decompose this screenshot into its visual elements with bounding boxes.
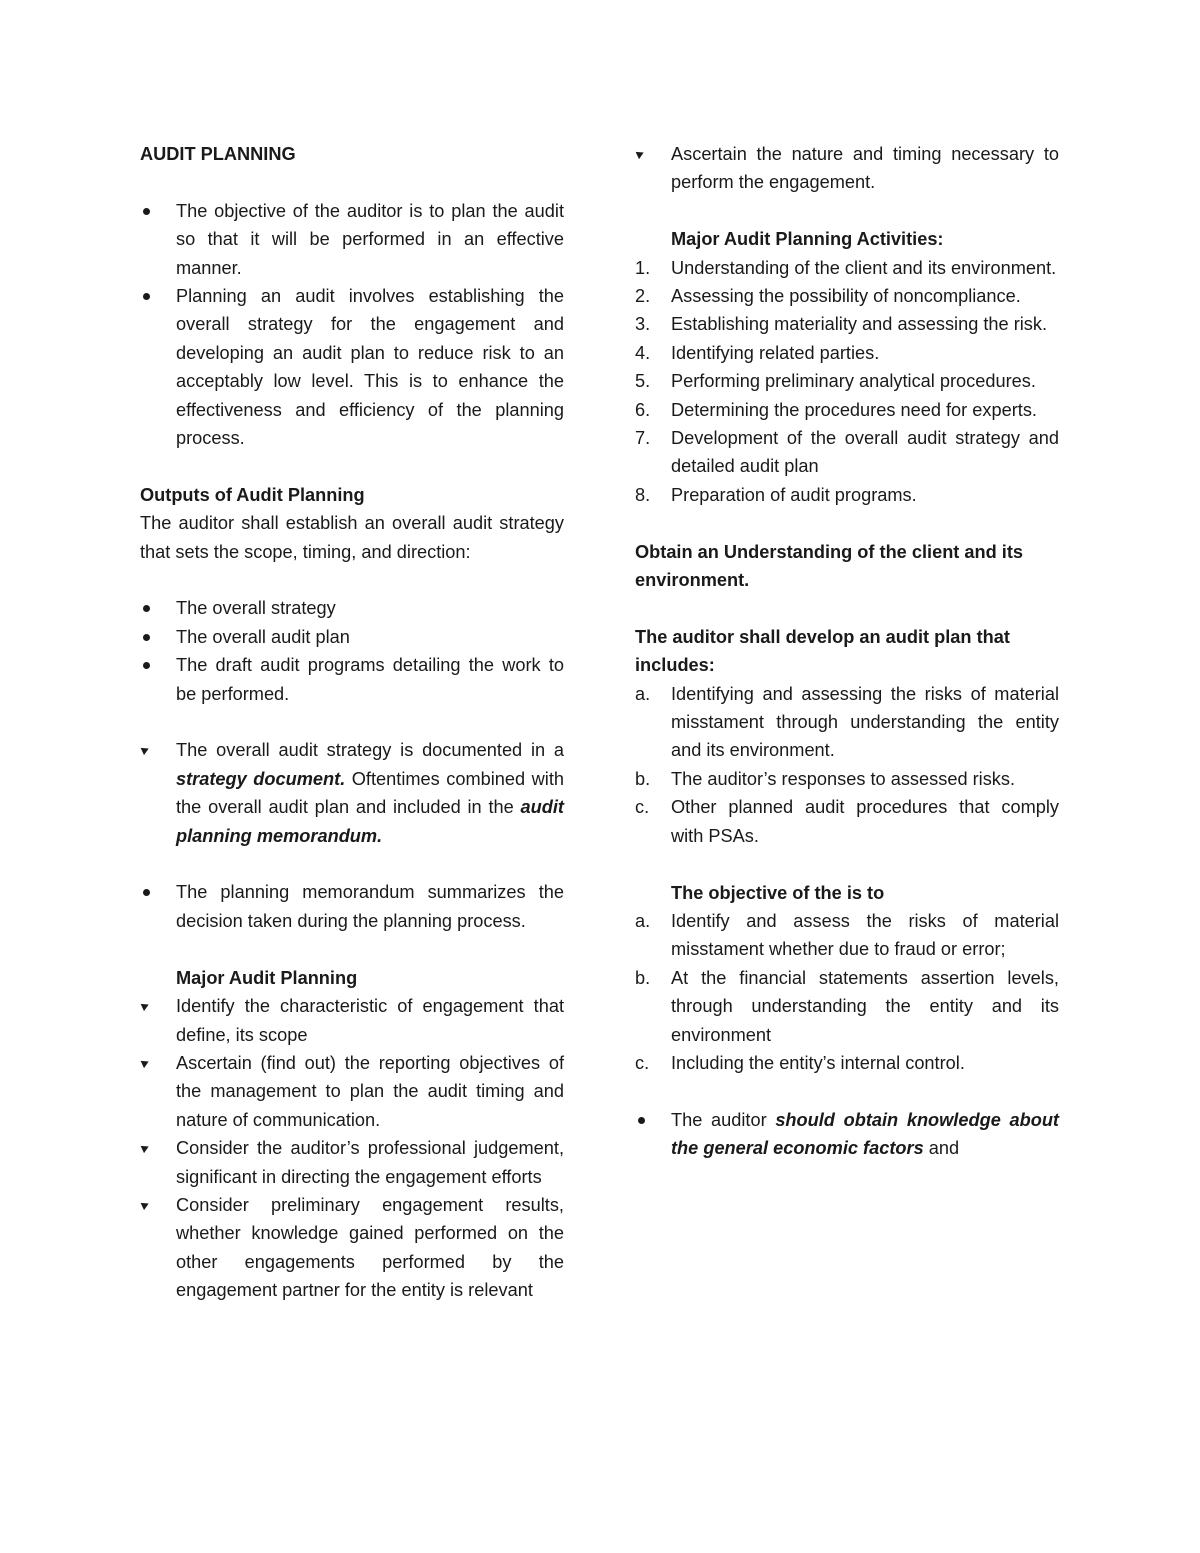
list-item: 3. Establishing materiality and assessing the risk. bbox=[635, 314, 1048, 335]
activities-heading: Major Audit Planning Activities: bbox=[671, 229, 944, 250]
bullet-arrow-icon bbox=[141, 1058, 151, 1068]
bullet-dot-icon bbox=[638, 1117, 645, 1124]
list-item: a. Identify and assess the risks of material misstament whether due to fraud or error; bbox=[635, 910, 1059, 960]
major-planning-list bbox=[140, 992, 564, 1304]
list-item: b. At the financial statements assertion levels, through understanding the entity and its environment bbox=[635, 967, 1059, 1045]
list-item: Identify the characteristic of engagement that define, its scope bbox=[140, 992, 564, 1049]
bullet-dot-icon bbox=[143, 634, 150, 641]
bullet-arrow-icon bbox=[141, 1200, 151, 1210]
memo-bullet-list bbox=[140, 878, 564, 935]
list-item: The overall audit plan bbox=[140, 623, 564, 651]
list-item: 5. Performing preliminary analytical procedures. bbox=[635, 371, 1036, 392]
list-item: The planning memorandum summarizes the decision taken during the planning process. bbox=[140, 878, 564, 935]
bullet-arrow-icon bbox=[141, 1143, 151, 1153]
list-item: The overall strategy bbox=[140, 594, 564, 622]
strategy-bullet-list bbox=[140, 736, 564, 850]
list-item: 8. Preparation of audit programs. bbox=[635, 484, 917, 505]
bullet-dot-icon bbox=[143, 662, 150, 669]
list-item: a. Identifying and assessing the risks of material misstament through understanding the entity and its environment. bbox=[635, 683, 1059, 761]
major-planning-heading: Major Audit Planning bbox=[176, 967, 358, 988]
list-item: Ascertain the nature and timing necessary to perform the engagement. bbox=[635, 140, 1059, 197]
bullet-dot-icon bbox=[143, 293, 150, 300]
final-bullet-list bbox=[635, 1106, 1059, 1163]
develop-plan-list bbox=[635, 680, 1059, 850]
list-item: The auditor should obtain knowledge about the general economic factors and bbox=[635, 1106, 1059, 1163]
list-item: c. Including the entity’s internal control. bbox=[635, 1052, 965, 1073]
bullet-dot-icon bbox=[143, 889, 150, 896]
bullet-dot-icon bbox=[143, 208, 150, 215]
list-item: 7. Development of the overall audit strategy and detailed audit plan bbox=[635, 428, 1059, 477]
obtain-understanding-heading: Obtain an Understanding of the client and its environment. bbox=[635, 541, 1024, 591]
bullet-arrow-icon bbox=[636, 149, 646, 159]
list-item: b. The auditor’s responses to assessed risks. bbox=[635, 768, 1016, 789]
list-item: Planning an audit involves establishing the overall strategy for the engagement and developing an audit plan to reduce risk to an acceptably low level. This is to enhance the effectiveness and efficiency of the planning process. bbox=[140, 282, 564, 452]
list-item: The objective of the auditor is to plan the audit so that it will be performed in an effective manner. bbox=[140, 197, 564, 282]
list-item: 4. Identifying related parties. bbox=[635, 342, 880, 363]
right-column bbox=[635, 140, 1059, 1163]
activities-list bbox=[635, 254, 1059, 510]
list-item: Consider the auditor’s professional judgement, significant in directing the engagement efforts bbox=[140, 1134, 564, 1191]
list-item: Consider preliminary engagement results, whether knowledge gained performed on the other engagements performed by the engagement partner for the entity is relevant bbox=[140, 1191, 564, 1305]
top-bullet-list bbox=[635, 140, 1059, 197]
list-item: The overall audit strategy is documented in a strategy document. Oftentimes combined with the overall audit plan and included in the audit planning memorandum. bbox=[140, 736, 564, 850]
outputs-text: The auditor shall establish an overall audit strategy that sets the scope, timing, and direction: bbox=[140, 513, 564, 562]
bullet-arrow-icon bbox=[141, 1001, 151, 1011]
list-item: 2. Assessing the possibility of noncompliance. bbox=[635, 286, 1021, 307]
page-title: AUDIT PLANNING bbox=[140, 144, 296, 164]
bullet-dot-icon bbox=[143, 605, 150, 612]
outputs-bullet-list bbox=[140, 594, 564, 708]
objective-list bbox=[635, 907, 1059, 1077]
list-item: The draft audit programs detailing the work to be performed. bbox=[140, 651, 564, 708]
list-item: Ascertain (find out) the reporting objectives of the management to plan the audit timing and nature of communication. bbox=[140, 1049, 564, 1134]
left-column bbox=[140, 140, 564, 1305]
list-item: c. Other planned audit procedures that comply with PSAs. bbox=[635, 797, 1059, 846]
bullet-arrow-icon bbox=[141, 745, 151, 755]
intro-bullet-list bbox=[140, 197, 564, 453]
develop-plan-heading: The auditor shall develop an audit plan that includes: bbox=[635, 626, 1010, 676]
objective-heading: The objective of the is to bbox=[671, 882, 885, 903]
list-item: 6. Determining the procedures need for experts. bbox=[635, 399, 1037, 420]
list-item: 1. Understanding of the client and its environment. bbox=[635, 257, 1057, 278]
outputs-heading: Outputs of Audit Planning bbox=[140, 484, 365, 505]
